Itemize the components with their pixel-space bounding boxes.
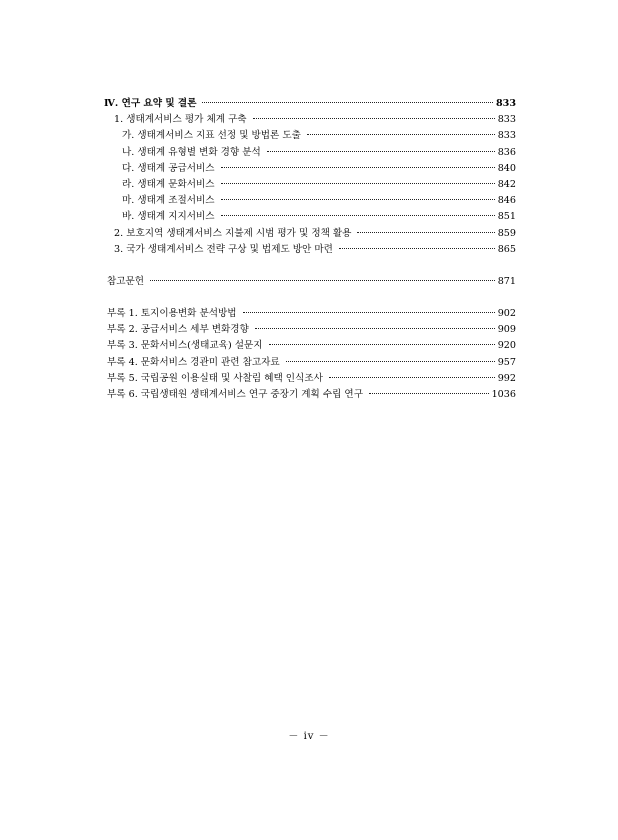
toc-entry-page: 1036 [491,389,516,400]
toc-entry-page: 846 [497,195,516,207]
toc-entry-page: 851 [497,211,516,223]
toc-subsection-entry[interactable] [104,161,516,177]
toc-entry-label: 가. 생태계서비스 지표 선정 및 방법론 도출 [122,130,301,142]
toc-entry-label: 2. 보호지역 생태계서비스 지불제 시범 평가 및 정책 활용 [114,227,352,239]
toc-subsection-entry[interactable] [104,128,516,144]
toc-leader-dots [369,393,489,394]
toc-leader-dots [255,328,495,329]
toc-entry-page: 833 [495,98,516,109]
toc-entry-label: 마. 생태계 조절서비스 [122,195,215,207]
toc-leader-dots [357,232,494,233]
toc-entry-label: 3. 국가 생태계서비스 전략 구상 및 법제도 방안 마련 [114,243,333,255]
toc-appendix-entry[interactable] [104,322,516,338]
table-of-contents [104,96,516,403]
toc-entry-label: 부록 4. 문화서비스 경관미 관련 참고자료 [107,356,280,368]
toc-section-entry[interactable] [104,226,516,242]
toc-leader-dots [329,377,495,378]
toc-leader-dots [267,151,495,152]
toc-entry-page: 957 [497,356,516,368]
toc-entry-label: 바. 생태계 지지서비스 [122,211,215,223]
toc-entry-label: Ⅳ. 연구 요약 및 결론 [104,98,197,109]
toc-entry-page: 833 [497,114,516,126]
toc-entry-label: 다. 생태계 공급서비스 [122,162,215,174]
toc-subsection-entry[interactable] [104,193,516,209]
toc-subsection-entry[interactable] [104,177,516,193]
toc-entry-page: 859 [497,227,516,239]
toc-entry-label: 나. 생태계 유형별 변화 경향 분석 [122,146,261,158]
toc-appendix-entry[interactable] [104,371,516,387]
toc-leader-dots [339,248,495,249]
toc-entry-page: 871 [497,275,516,287]
toc-leader-dots [243,312,495,313]
toc-chapter-entry[interactable] [104,96,516,112]
toc-subsection-entry[interactable] [104,209,516,225]
toc-entry-page: 909 [497,324,516,336]
toc-appendix-entry[interactable] [104,338,516,354]
toc-entry-label: 부록 6. 국립생태원 생태계서비스 연구 중장기 계획 수립 연구 [107,389,363,400]
toc-section-entry[interactable] [104,112,516,128]
toc-entry-label: 부록 5. 국립공원 이용실태 및 사찰림 혜택 인식조사 [107,372,323,384]
toc-entry-label: 라. 생태계 문화서비스 [122,178,215,190]
toc-leader-dots [307,134,495,135]
toc-entry-page: 992 [497,372,516,384]
toc-entry-page: 920 [497,340,516,352]
toc-leader-dots [269,344,495,345]
toc-entry-label: 부록 3. 문화서비스(생태교육) 설문지 [107,340,263,352]
toc-entry-label: 부록 1. 토지이용변화 분석방법 [107,308,237,320]
toc-entry-page: 842 [497,178,516,190]
toc-leader-dots [221,199,495,200]
toc-leader-dots [221,167,495,168]
toc-leader-dots [286,361,495,362]
toc-entry-label: 1. 생태계서비스 평가 체계 구축 [114,114,247,126]
toc-section-entry[interactable] [104,242,516,258]
toc-entry-page: 840 [497,162,516,174]
toc-appendix-entry[interactable] [104,355,516,371]
toc-entry-page: 865 [497,243,516,255]
toc-leader-dots [202,102,493,103]
toc-leader-dots [150,280,495,281]
page-number-footer: － iv － [288,731,330,742]
toc-subsection-entry[interactable] [104,145,516,161]
toc-appendix-entry[interactable] [104,387,516,403]
toc-leader-dots [221,215,495,216]
toc-entry-page: 833 [497,130,516,142]
toc-appendix-entry[interactable] [104,306,516,322]
toc-entry-page: 836 [497,146,516,158]
toc-spacer [104,258,516,274]
toc-entry-label: 부록 2. 공급서비스 세부 변화경향 [107,324,249,336]
toc-spacer [104,290,516,306]
toc-entry-page: 902 [497,308,516,320]
toc-leader-dots [221,183,495,184]
toc-leader-dots [253,118,495,119]
toc-references-entry[interactable] [104,274,516,290]
toc-entry-label: 참고문헌 [107,275,145,287]
